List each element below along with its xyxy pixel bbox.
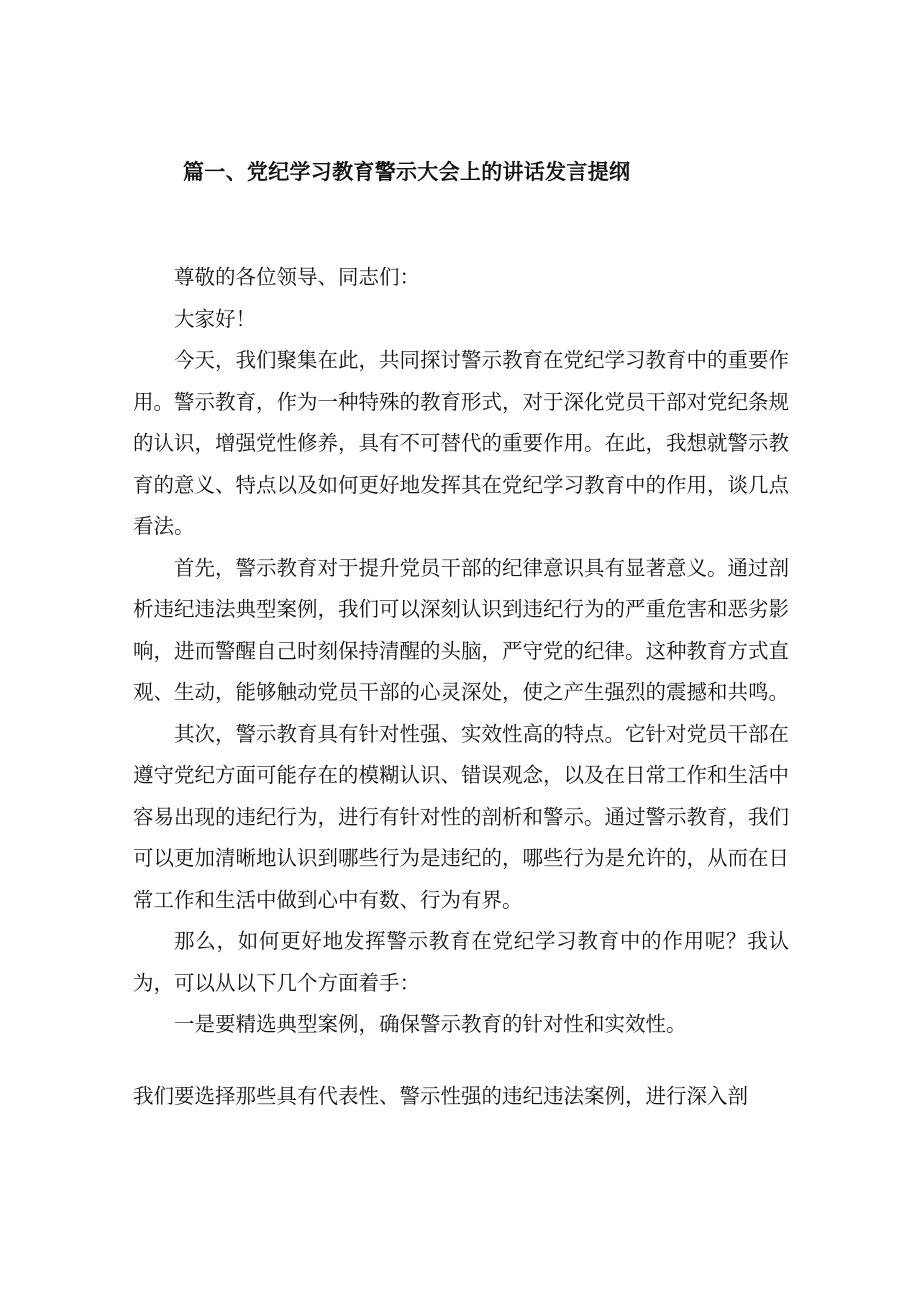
body-paragraph: 今天，我们聚集在此，共同探讨警示教育在党纪学习教育中的重要作用。警示教育，作为一种特殊的教育形式，对于深化党员干部对党纪条规的认识，增强党性修养，具有不可替代的重要作用。在此，我想就警示教育的意义、特点以及如何更好地发挥其在党纪学习教育中的作用，谈几点看法。 (133, 348, 789, 538)
body-paragraph: 其次，警示教育具有针对性强、实效性高的特点。它针对党员干部在遵守党纪方面可能存在的模糊认识、错误观念，以及在日常工作和生活中容易出现的违纪行为，进行有针对性的剖析和警示。通过警示教育，我们可以更加清晰地认识到哪些行为是违纪的，哪些行为是允许的，从而在日常工作和生活中做到心中有数、行为有界。 (133, 721, 789, 912)
body-paragraph: 一是要精选典型案例，确保警示教育的针对性和实效性。 (174, 1012, 687, 1036)
document-body (133, 257, 789, 1117)
body-paragraph: 首先，警示教育对于提升党员干部的纪律意识具有显著意义。通过剖析违纪违法典型案例，我们可以深刻认识到违纪行为的严重危害和恶劣影响，进而警醒自己时刻保持清醒的头脑，严守党的纪律。这种教育方式直观、生动，能够触动党员干部的心灵深处，使之产生强烈的震撼和共鸣。 (133, 555, 789, 704)
document-title: 篇一、党纪学习教育警示大会上的讲话发言提纲 (183, 160, 631, 184)
hello-line: 大家好！ (174, 306, 256, 331)
body-paragraph: 那么，如何更好地发挥警示教育在党纪学习教育中的作用呢？我认为，可以从以下几个方面着手： (133, 929, 789, 995)
greeting-line: 尊敬的各位领导、同志们： (174, 265, 420, 289)
body-paragraph-continued: 我们要选择那些具有代表性、警示性强的违纪违法案例，进行深入剖 (133, 1083, 748, 1108)
